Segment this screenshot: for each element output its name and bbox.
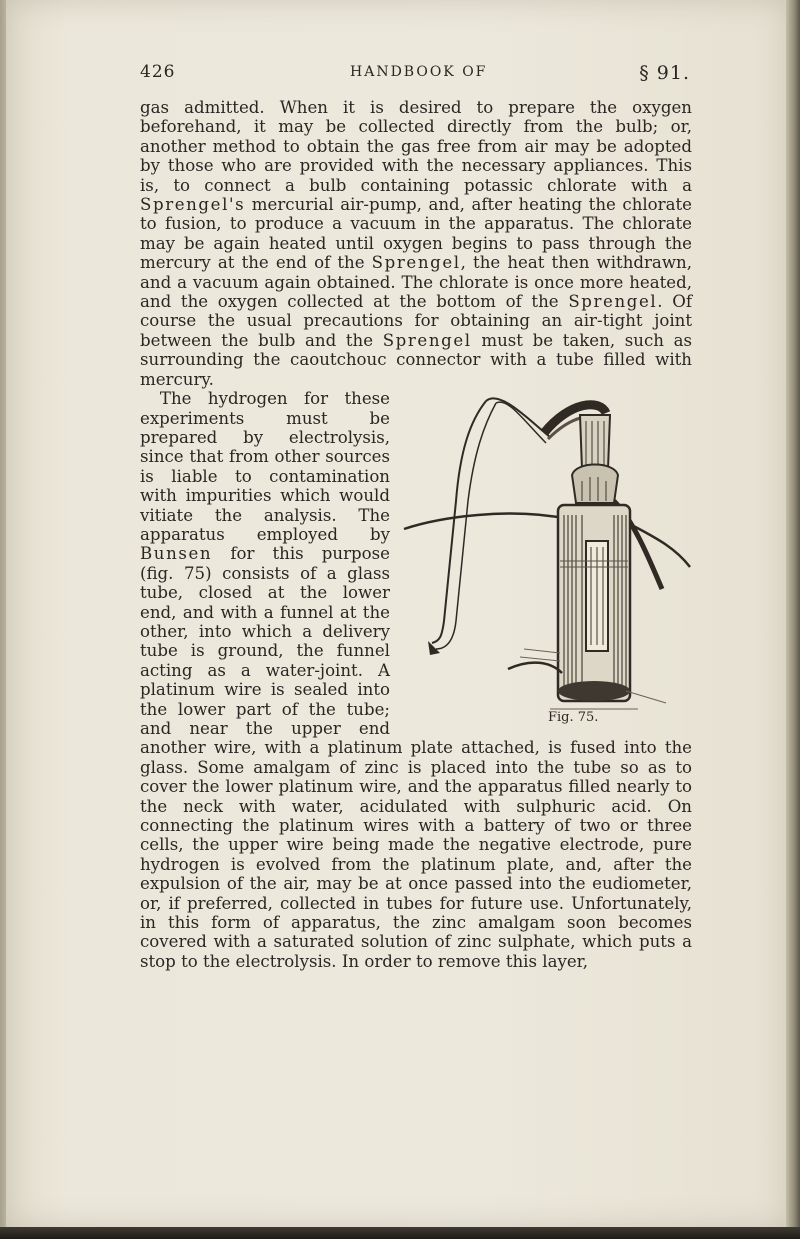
running-header <box>140 62 690 88</box>
figure-caption: Fig. 75. <box>548 709 599 725</box>
section-number: § 91. <box>639 62 690 84</box>
paragraph-hydrogen: The hydrogen for these experiments must be prepared by electrolysis, since that from other sources is liable to contamination with impurities which would vitiate the analysis. The apparatus employed by Bunsen for this purpose (fig. 75) consists of a glass tube, closed at the lower end, and with a funnel at the other, into which a delivery tube is ground, the funnel acting as a water-joint. A platinum wire is sealed into the lower part of the tube; and near the upper end another wire, with a platinum plate attached, is fused into the glass. Some amalgam of zinc is placed into the tube so as to cover the lower platinum wire, and the apparatus filled nearly to the neck with water, acidulated with sulphuric acid. On connecting the platinum wires with a battery of two or three cells, the upper wire being made the negative electrode, pure hydrogen is evolved from the platinum plate, and, after the expulsion of the air, may be at once passed into the eudiometer, or, if preferred, collected in tubes for future use. Unfortunately, in this form of apparatus, the zinc amalgam soon becomes covered with a saturated solution of zinc sulphate, which puts a stop to the electrolysis. In order to remove this layer, <box>140 389 692 971</box>
electrolysis-apparatus-illustration <box>400 391 692 727</box>
page-number: 426 <box>140 62 176 82</box>
paragraph-oxygen: gas admitted. When it is desired to prepare the oxygen beforehand, it may be collected directly from the bulb; or, another method to obtain the gas free from air may be adopted by those who are provided with the necessary appliances. This is, to connect a bulb containing potassic chlorate with a Sprengel's mercurial air-pump, and, after heating the chlorate to fusion, to produce a vacuum in the apparatus. The chlorate may be again heated until oxygen begins to pass through the mercury at the end of the Sprengel, the heat then withdrawn, and a vacuum again obtained. The chlorate is once more heated, and the oxygen collected at the bottom of the Sprengel. Of course the usual precautions for obtaining an air-tight joint between the bulb and the Sprengel must be taken, such as surrounding the caoutchouc connector with a tube filled with mercury. <box>140 98 693 389</box>
name-sprengel: Sprengel's <box>140 195 246 215</box>
name-sprengel: Sprengel <box>568 292 658 312</box>
scan-bottom-border <box>0 1227 800 1239</box>
running-title: HANDBOOK OF <box>350 64 488 80</box>
name-sprengel: Sprengel <box>371 253 461 273</box>
name-sprengel: Sprengel <box>382 330 472 350</box>
figure-75 <box>400 391 692 727</box>
name-bunsen: Bunsen <box>140 544 213 564</box>
page-stack-edge <box>786 0 800 1239</box>
body-text <box>140 98 692 971</box>
